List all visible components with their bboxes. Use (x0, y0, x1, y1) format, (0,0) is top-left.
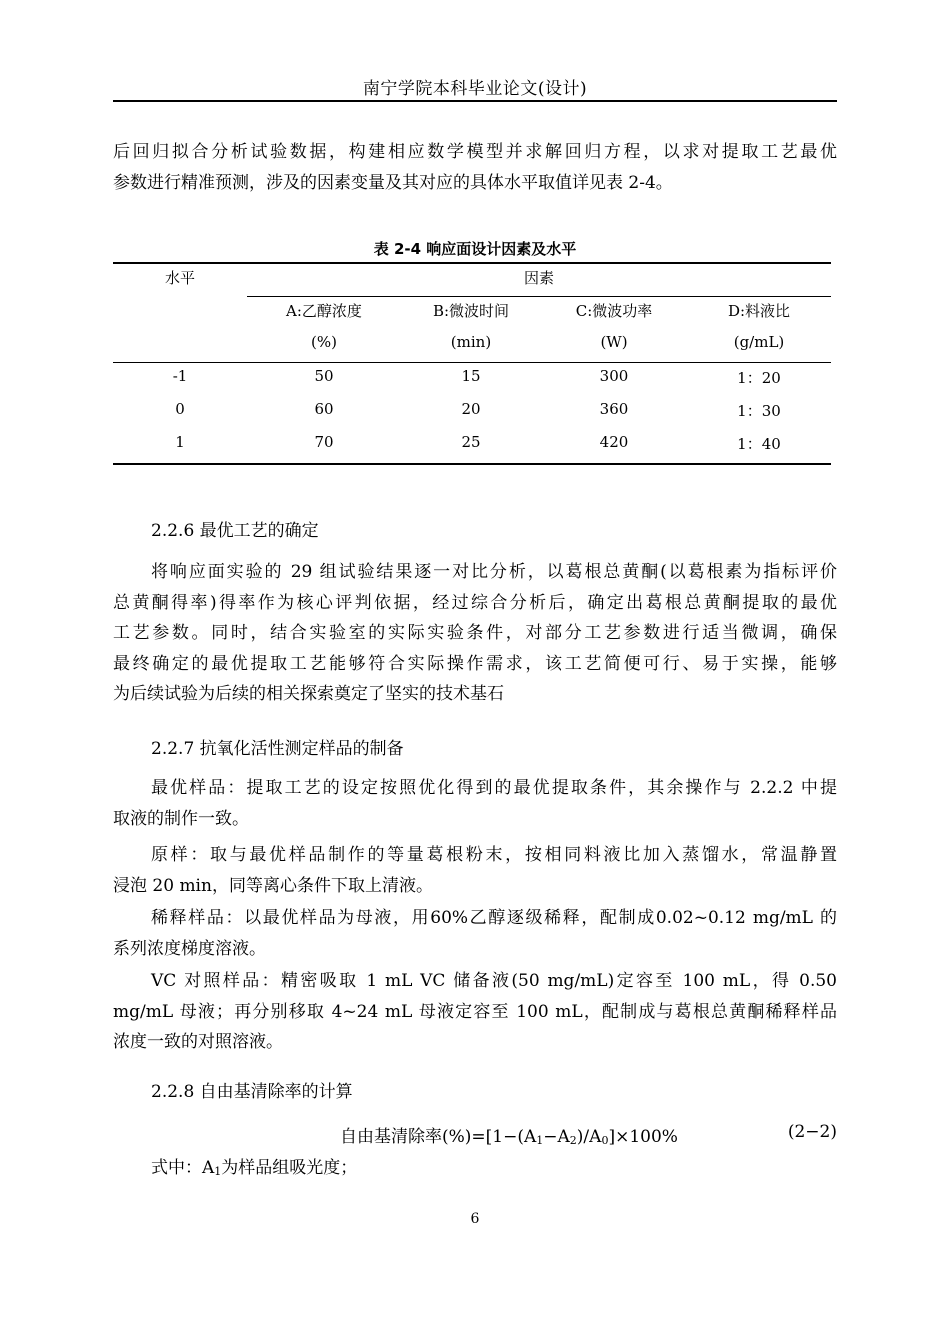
page-header: 南宁学院本科毕业论文(设计) (362, 79, 588, 99)
cell-a: 50 (314, 367, 334, 385)
cell-c: 300 (599, 367, 629, 385)
section-heading-2-2-6: 2.2.6 最优工艺的确定 (151, 521, 319, 541)
row-level: 1 (175, 433, 185, 451)
note-part: 式中：A (151, 1158, 215, 1178)
note-subscript: 1 (214, 1165, 222, 1178)
paragraph-line: VC 对照样品：精密吸取 1 mL VC 储备液(50 mg/mL)定容至 100 mL，得 0.50 (151, 971, 837, 991)
cell-c: 360 (599, 400, 629, 418)
formula-part: −A (543, 1127, 570, 1147)
formula-subscript: 1 (536, 1134, 544, 1147)
note-part: 为样品组吸光度； (221, 1158, 358, 1178)
section-heading-2-2-7: 2.2.7 抗氧化活性测定样品的制备 (151, 739, 404, 759)
section-heading-2-2-8: 2.2.8 自由基清除率的计算 (151, 1082, 353, 1102)
paragraph-line: 浸泡 20 min，同等离心条件下取上清液。 (113, 875, 433, 896)
formula-part: 自由基清除率(%)=[1−(A (340, 1127, 537, 1147)
table-top-rule (113, 262, 831, 264)
column-unit: (g/mL) (733, 333, 785, 351)
factor-header: 因素 (523, 269, 554, 287)
column-unit: (min) (450, 333, 492, 351)
cell-b: 15 (461, 367, 481, 385)
formula-part: ]×100% (608, 1127, 678, 1147)
cell-b: 20 (461, 400, 481, 418)
formula-subscript: 0 (601, 1134, 609, 1147)
cell-b: 25 (461, 433, 481, 451)
intro-paragraph (113, 137, 837, 198)
row-level: 0 (175, 400, 185, 418)
cell-d: 1：30 (737, 402, 781, 420)
paragraph-line: 总黄酮得率)得率作为核心评判依据，经过综合分析后，确定出葛根总黄酮提取的最优 (113, 592, 837, 613)
paragraph-line: 浓度一致的对照溶液。 (113, 1032, 283, 1052)
column-unit: (W) (600, 333, 628, 351)
paragraph-line: 系列浓度梯度溶液。 (113, 938, 266, 959)
cell-a: 70 (314, 433, 334, 451)
paragraph-line: mg/mL 母液；再分别移取 4~24 mL 母液定容至 100 mL，配制成与葛根总黄酮稀释样品 (113, 1001, 837, 1022)
paragraph-line: 稀释样品：以最优样品为母液，用60%乙醇逐级稀释，配制成0.02~0.12 mg/mL 的 (151, 908, 837, 928)
formula-subscript: 2 (569, 1134, 577, 1147)
table-bottom-rule (113, 463, 831, 465)
paragraph-line: 取液的制作一致。 (113, 808, 249, 829)
paragraph-line: 最终确定的最优提取工艺能够符合实际操作需求，该工艺简便可行、易于实操，能够 (113, 653, 837, 674)
cell-c: 420 (599, 433, 629, 451)
cell-a: 60 (314, 400, 334, 418)
cell-d: 1：40 (737, 435, 781, 453)
column-unit: (%) (311, 333, 337, 351)
scavenging-rate-formula (340, 1122, 678, 1147)
paragraph-line: 将响应面实验的 29 组试验结果逐一对比分析，以葛根总黄酮(以葛根素为指标评价 (151, 562, 837, 582)
section-2-2-6-paragraph (113, 557, 837, 710)
column-name: A:乙醇浓度 (286, 302, 362, 320)
page-number: 6 (470, 1211, 480, 1227)
formula-note (151, 1153, 357, 1178)
column-name: D:料液比 (727, 302, 791, 320)
paragraph-line: 原样：取与最优样品制作的等量葛根粉末，按相同料液比加入蒸馏水，常温静置 (151, 845, 837, 865)
table-mid-rule (113, 362, 831, 363)
intro-line: 后回归拟合分析试验数据，构建相应数学模型并求解回归方程，以求对提取工艺最优 (113, 142, 837, 162)
formula-number: (2−2) (787, 1122, 837, 1142)
intro-line: 参数进行精准预测，涉及的因素变量及其对应的具体水平取值详见表 2-4。 (113, 172, 673, 193)
level-header: 水平 (164, 269, 195, 287)
paragraph-line: 最优样品：提取工艺的设定按照优化得到的最优提取条件，其余操作与 2.2.2 中提 (151, 778, 837, 798)
paragraph-line: 工艺参数。同时，结合实验室的实际实验条件，对部分工艺参数进行适当微调，确保 (113, 623, 837, 643)
paragraph-line: 为后续试验为后续的相关探索奠定了坚实的技术基石 (113, 684, 504, 704)
header-rule (113, 100, 837, 102)
factor-level-table (113, 262, 831, 467)
table-sub-rule (247, 296, 831, 297)
table-caption: 表 2-4 响应面设计因素及水平 (373, 240, 577, 258)
row-level: -1 (172, 367, 188, 385)
column-name: B:微波时间 (432, 302, 510, 320)
vc-control-paragraph (113, 966, 837, 1058)
original-sample-paragraph (113, 840, 837, 901)
column-name: C:微波功率 (575, 302, 653, 320)
cell-d: 1：20 (737, 369, 781, 387)
diluted-sample-paragraph (113, 903, 837, 964)
optimal-sample-paragraph (113, 773, 837, 834)
formula-part: )/A (576, 1127, 602, 1147)
